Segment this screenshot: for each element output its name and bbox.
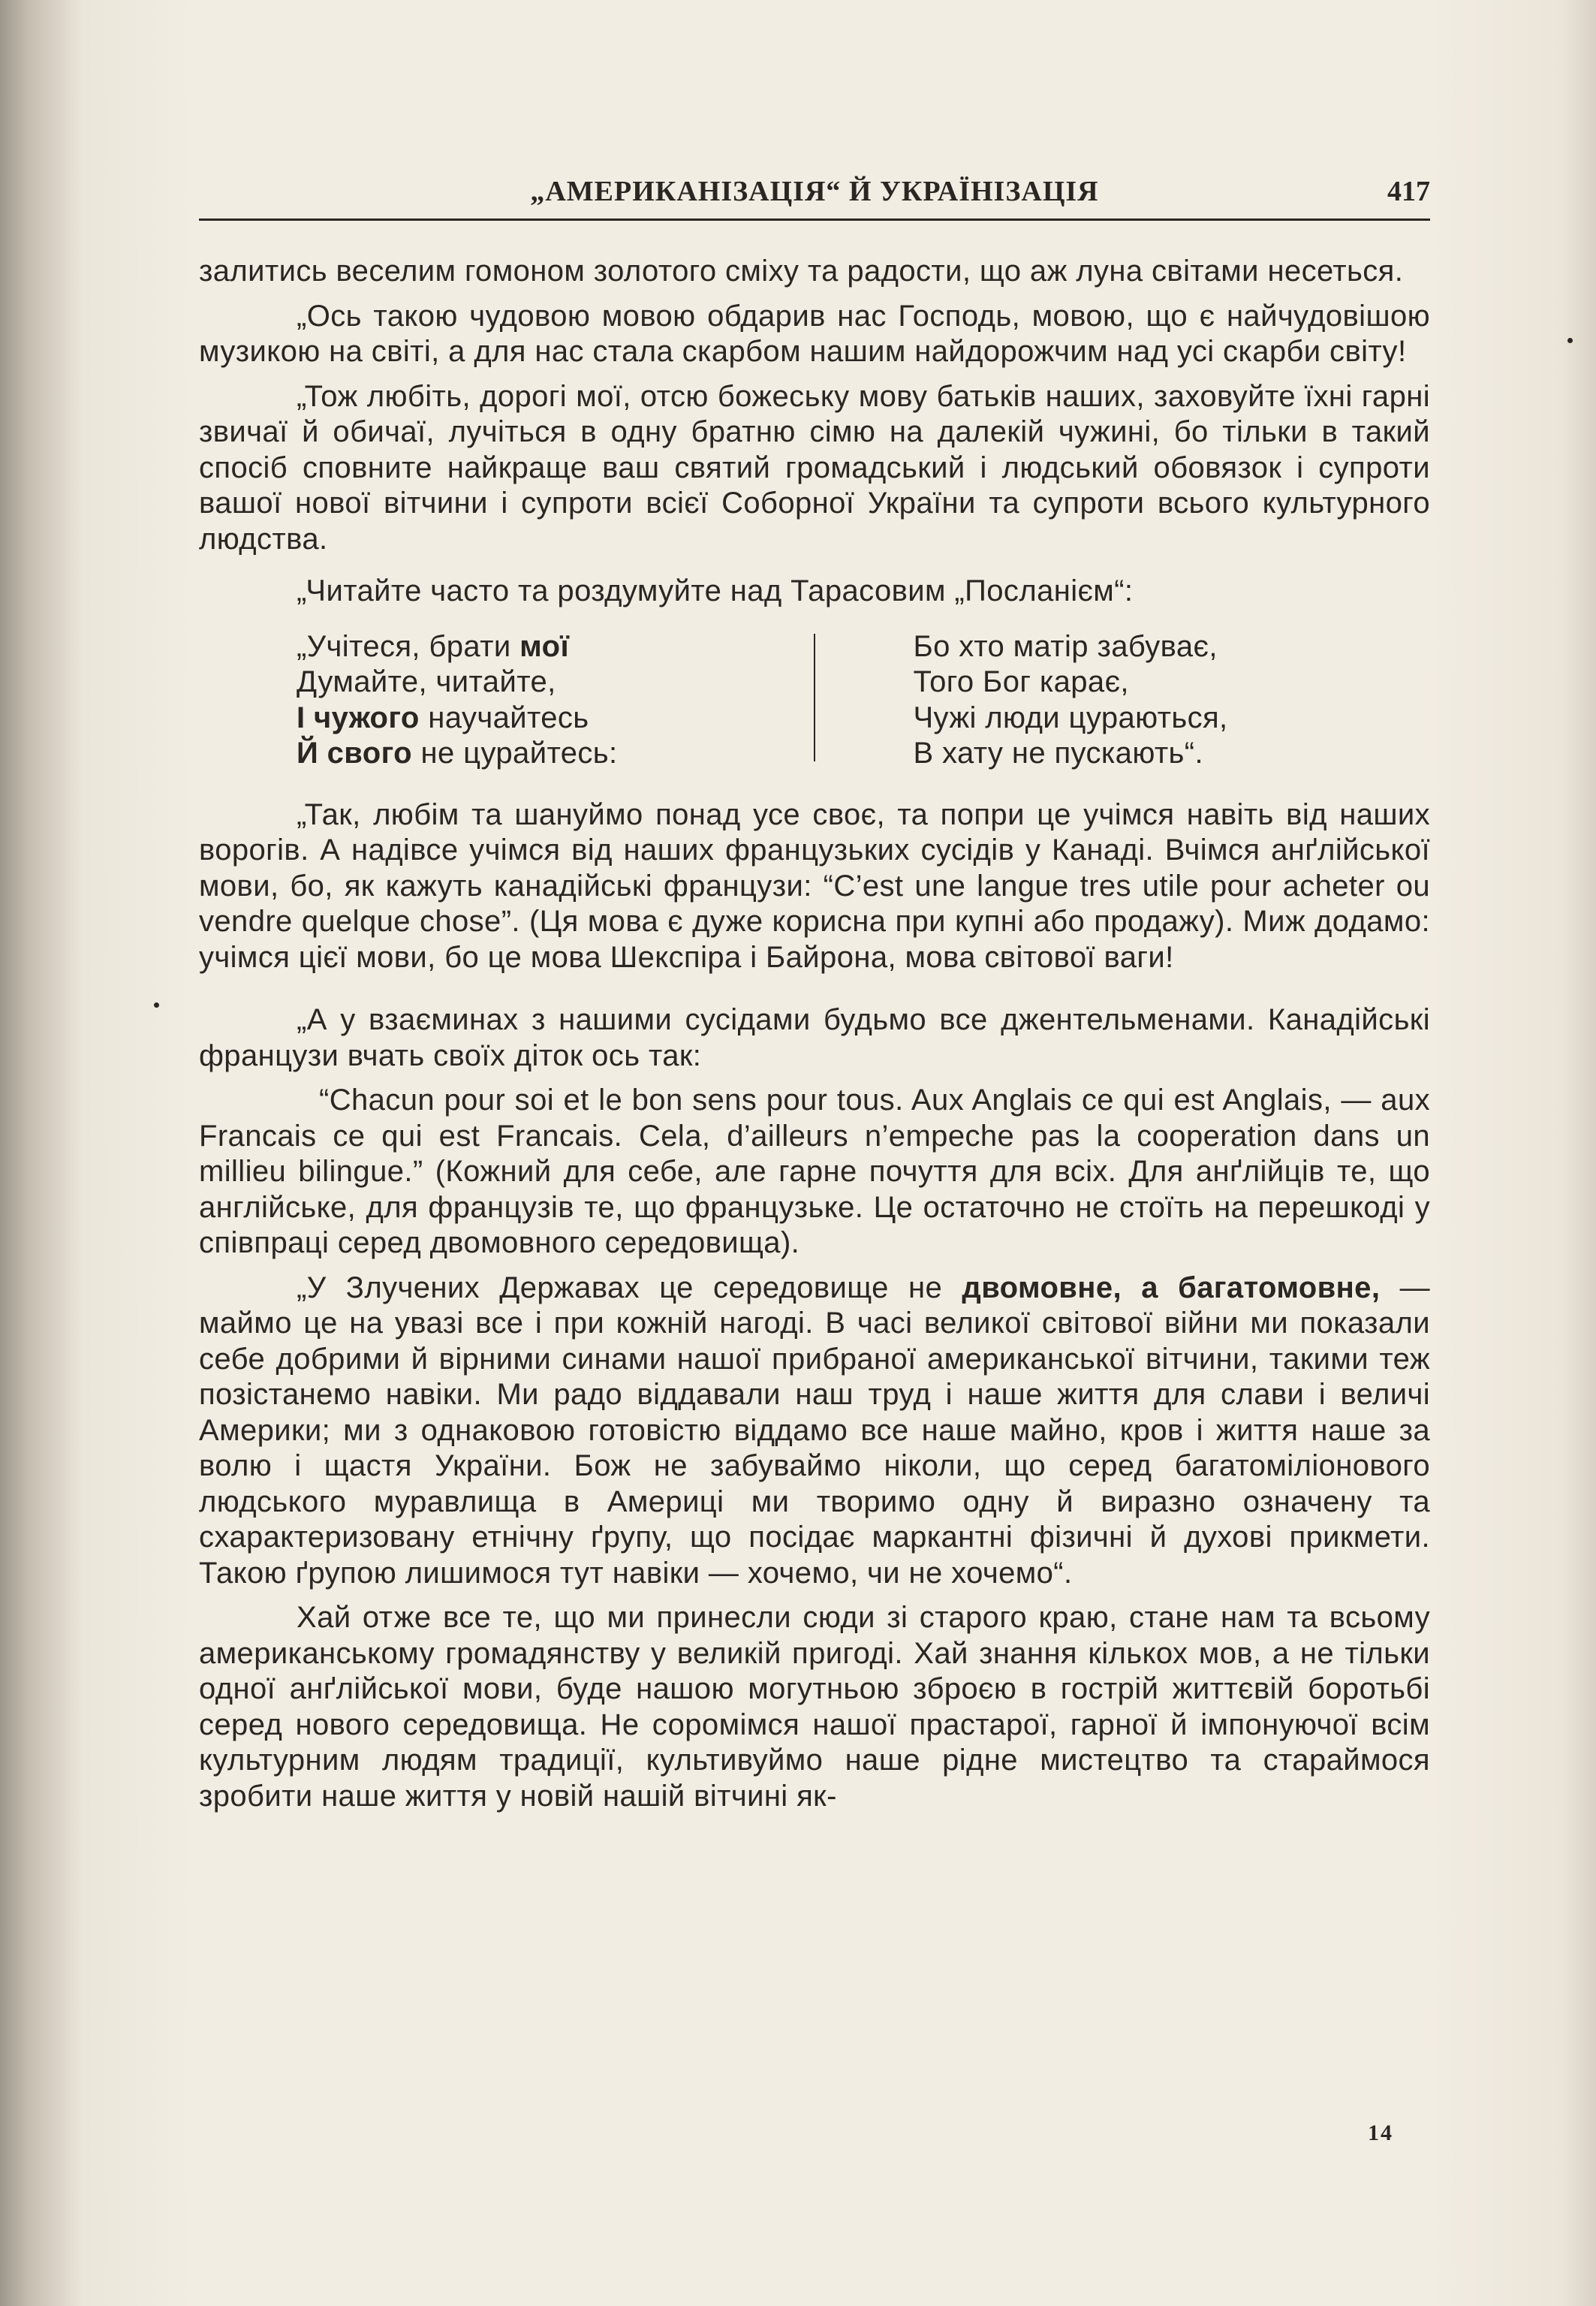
body-text — [199, 254, 1430, 1814]
poem-emphasis: мої — [519, 629, 570, 663]
paragraph-8-emphasis: двомовне, а багатомовне, — [962, 1271, 1381, 1304]
poem-emphasis: І чужого — [297, 701, 420, 734]
poem-line: В хату не пускають“. — [913, 737, 1204, 770]
paragraph-3: „Тож любіть, дорогі мої, отсю божеську мову батьків наших, заховуйте їхні гарні звичаї й обичаї, лучіться в одну братню сімю на далекій чужині, бо тільки в такий спосіб сповните найкраще ваш святий громадський і людський обовязок і супроти вашої нової вітчини і супроти всієї Соборної України та супроти всього культурного людства. — [199, 379, 1430, 556]
poem-text: не цурайтесь: — [411, 737, 618, 770]
poem-line: Того Бог карає, — [913, 665, 1129, 698]
ink-speck — [154, 1002, 159, 1008]
paragraph-9: Хай отже все те, що ми принесли сюди зі старого краю, стане нам та всьому американському громадянству у великій пригоді. Хай знання кількох мов, а не тільки одної анґлійської мови, буде нашою могутньою зброєю в гострій життєвій боротьбі серед нового середовища. Не соромімся нашої прастарої, гарної й імпонуючої всім культурним людям традиції, культивуймо наше рідне мистецтво та стараймося зробити наше життя у новій нашій вітчині як- — [199, 1601, 1430, 1813]
poem-text: научайтесь — [419, 701, 589, 734]
paragraph-5: „Так, любім та шануймо понад усе своє, та попри це учімся навіть від наших ворогів. А надівсе учімся від наших французьких сусідів у Канаді. Вчімся анґлійської мови, бо, як кажуть канадійські французи: “C’est une langue tres utile pour acheter ou vendre quelque chose”. (Ця мова є дуже корисна при купні або продажу). Миж додамо: учімся цієї мови, бо це мова Шекспіра і Байрона, мова світової ваги! — [199, 797, 1430, 974]
poem-line — [297, 736, 814, 772]
paragraph-2: „Ось такою чудовою мовою обдарив нас Господь, мовою, що є найчудовішою музикою на світі, а для нас стала скарбом нашим найдорожчим над усі скарби світу! — [199, 299, 1430, 368]
poem-line — [297, 701, 814, 737]
poem-divider — [814, 634, 816, 761]
poem-left-column — [199, 629, 814, 772]
poem-line — [297, 665, 814, 701]
signature-mark: 14 — [1368, 2121, 1393, 2145]
paragraph-7: “Chacun pour soi et le bon sens pour tous. Aux Anglais ce qui est Anglais, — aux Francais ce qui est Francais. Cela, d’ailleurs n’empeche pas la cooperation dans un millieu bilingue.” (Кожний для себе, але гарне почуття для всіх. Для анґлійців те, що англійське, для французів те, що французьке. Це остаточно не стоїть на перешкоді у співпраці серед двомовного середовища). — [199, 1084, 1430, 1259]
running-header — [199, 169, 1430, 221]
paragraph-8-rest: — маймо це на увазі все і при кожній нагоді. В часі великої світової війни ми показали себе добрими й вірними синами нашої прибраної американської вітчини, такими теж позістанемо навіки. Ми радо віддавали наш труд і наше життя для слави і величі Америки; ми з однаковою готовістю віддамо все наше майно, кров і життя наше за волю і щастя України. Бож не забуваймо ніколи, що серед багатоміліонового людського муравлища в Америці ми творимо одну й виразно означену та схарактеризовану етнічну ґрупу, що посідає маркантні фізичні й духові прикмети. Такою ґрупою лишимося тут навіки — хочемо, чи не хочемо“. — [199, 1271, 1431, 1590]
page-content — [199, 169, 1430, 1823]
poem-text: „Учітеся, брати — [297, 629, 520, 663]
paragraph-8 — [199, 1271, 1430, 1592]
ink-speck — [1567, 338, 1573, 343]
paragraph-4: „Читайте часто та роздумуйте над Тарасовим „Посланієм“: — [297, 574, 1134, 607]
poem-right-column — [913, 629, 1430, 772]
poem-line — [297, 629, 814, 665]
running-title: „АМЕРИКАНІЗАЦІЯ“ Й УКРАЇНІЗАЦІЯ — [530, 176, 1099, 207]
poem-text: Думайте, читайте, — [297, 665, 556, 698]
poem-emphasis: Й свого — [297, 737, 412, 770]
page-number: 417 — [1387, 176, 1430, 207]
paragraph-1: залитись веселим гомоном золотого сміху та радости, що аж луна світами несеться. — [199, 255, 1404, 288]
poem-line: Чужі люди цураються, — [913, 701, 1228, 734]
poem-line: Бо хто матір забуває, — [913, 629, 1218, 663]
paragraph-6: „А у взаєминах з нашими сусідами будьмо все джентельменами. Канадійські французи вчать своїх діток ось так: — [199, 1003, 1430, 1072]
poem-quote — [199, 629, 1430, 772]
paragraph-8-start: „У Злучених Державах це середовище не — [297, 1271, 943, 1304]
